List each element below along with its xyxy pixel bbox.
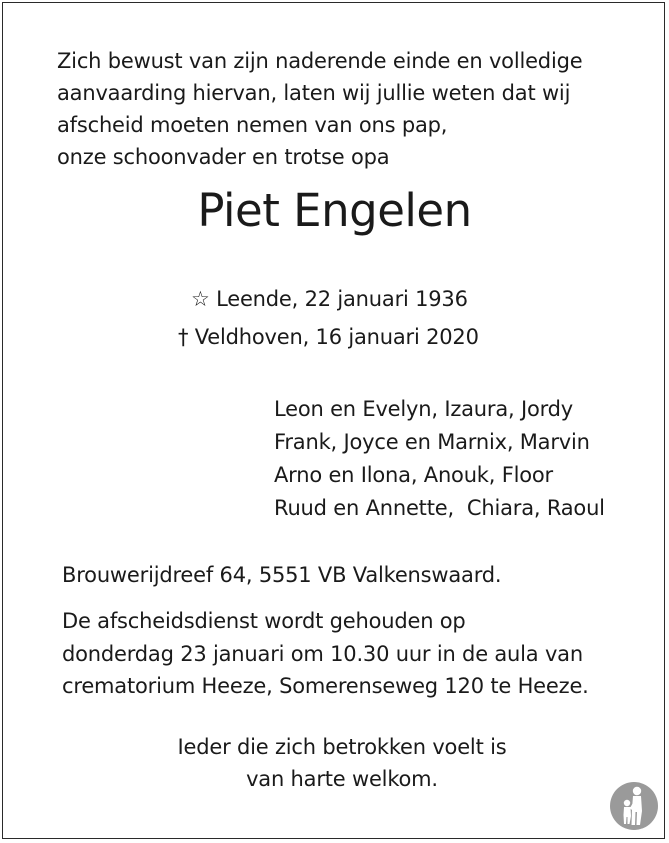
service-line: De afscheidsdienst wordt gehouden op [62, 609, 466, 633]
service-line: donderdag 23 januari om 10.30 uur in de aula van [62, 641, 583, 666]
family-list [274, 393, 605, 525]
deceased-name: Piet Engelen [197, 184, 472, 237]
death-line: † Veldhoven, 16 januari 2020 [178, 325, 479, 349]
family-line: Frank, Joyce en Marnix, Marvin [274, 430, 590, 454]
intro-line: aanvaarding hiervan, laten wij jullie weten dat wij [57, 81, 571, 105]
service-line: crematorium Heeze, Somerenseweg 120 te Heeze. [62, 674, 589, 698]
intro-text [57, 45, 582, 173]
closing-line: Ieder die zich betrokken voelt is [177, 735, 507, 759]
intro-line: afscheid moeten nemen van ons pap, [57, 113, 448, 137]
birth-line: ☆ Leende, 22 januari 1936 [191, 287, 468, 311]
home-address: Brouwerijdreef 64, 5551 VB Valkenswaard. [62, 563, 502, 587]
family-line: Arno en Ilona, Anouk, Floor [274, 463, 553, 487]
service-details [62, 605, 589, 703]
family-line: Ruud en Annette, Chiara, Raoul [274, 496, 605, 520]
intro-line: onze schoonvader en trotse opa [57, 145, 390, 169]
family-line: Leon en Evelyn, Izaura, Jordy [274, 397, 574, 421]
closing-text [0, 731, 669, 795]
parent-child-silhouette-icon [609, 781, 659, 831]
intro-line: Zich bewust van zijn naderende einde en volledige [57, 49, 583, 73]
closing-line: van harte welkom. [246, 767, 438, 791]
